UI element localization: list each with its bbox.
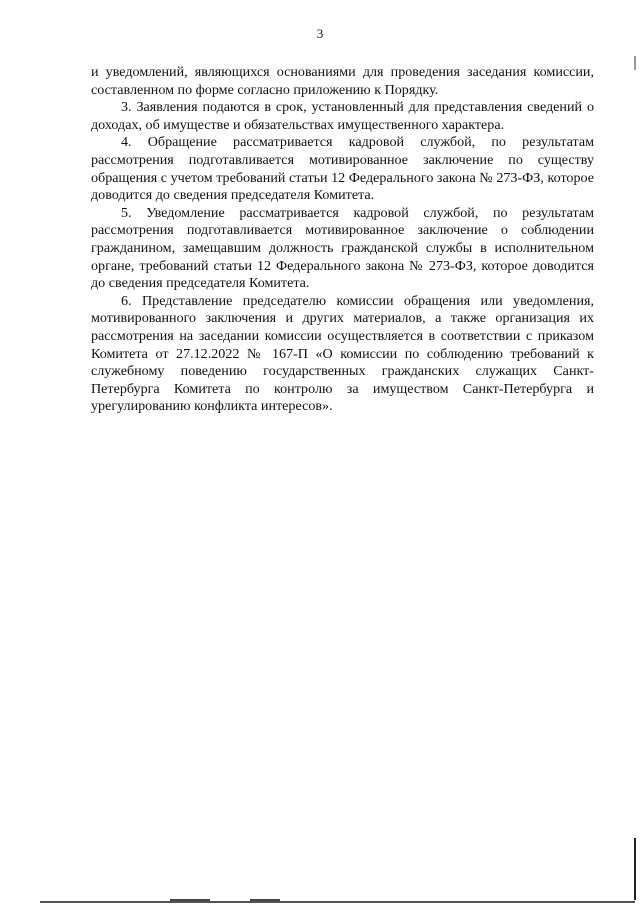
paragraph-item-3: 3. Заявления подаются в срок, установленный для представления сведений о доходах, об имуществе и обязательствах имущественного характера. — [91, 99, 594, 133]
scan-artifact — [170, 899, 210, 901]
paragraph-item-6: 6. Представление председателю комиссии обращения или уведомления, мотивированного заключения и других материалов, а также организация их рассмотрения на заседании комиссии осуществляется в соответствии с приказом Комитета от 27.12.2022 № 167-П «О комиссии по соблюдению требований к служебному поведению государственных гражданских служащих Санкт-Петербурга Комитета по контролю за имуществом Санкт-Петербурга и урегулированию конфликта интересов». — [91, 292, 594, 415]
document-body — [91, 64, 594, 416]
scan-edge-mark-top — [634, 56, 636, 70]
paragraph-item-4: 4. Обращение рассматривается кадровой службой, по результатам рассмотрения подготавливается мотивированное заключение по существу обращения с учетом требований статьи 12 Федерального закона № 273-ФЗ, которое доводится до сведения председателя Комитета. — [91, 134, 594, 204]
paragraph-continuation: и уведомлений, являющихся основаниями для проведения заседания комиссии, составленном по форме согласно приложению к Порядку. — [91, 64, 594, 98]
scan-edge-mark-bottom — [634, 838, 636, 900]
page-number: 3 — [316, 26, 324, 41]
scan-artifact — [250, 899, 280, 901]
scan-edge-line-bottom — [40, 901, 635, 903]
paragraph-item-5: 5. Уведомление рассматривается кадровой службой, по результатам рассмотрения подготавливается мотивированное заключение о соблюдении гражданином, замещавшим должность гражданской службы в исполнительном органе, требований статьи 12 Федерального закона № 273-ФЗ, которое доводится до сведения председателя Комитета. — [91, 204, 594, 292]
